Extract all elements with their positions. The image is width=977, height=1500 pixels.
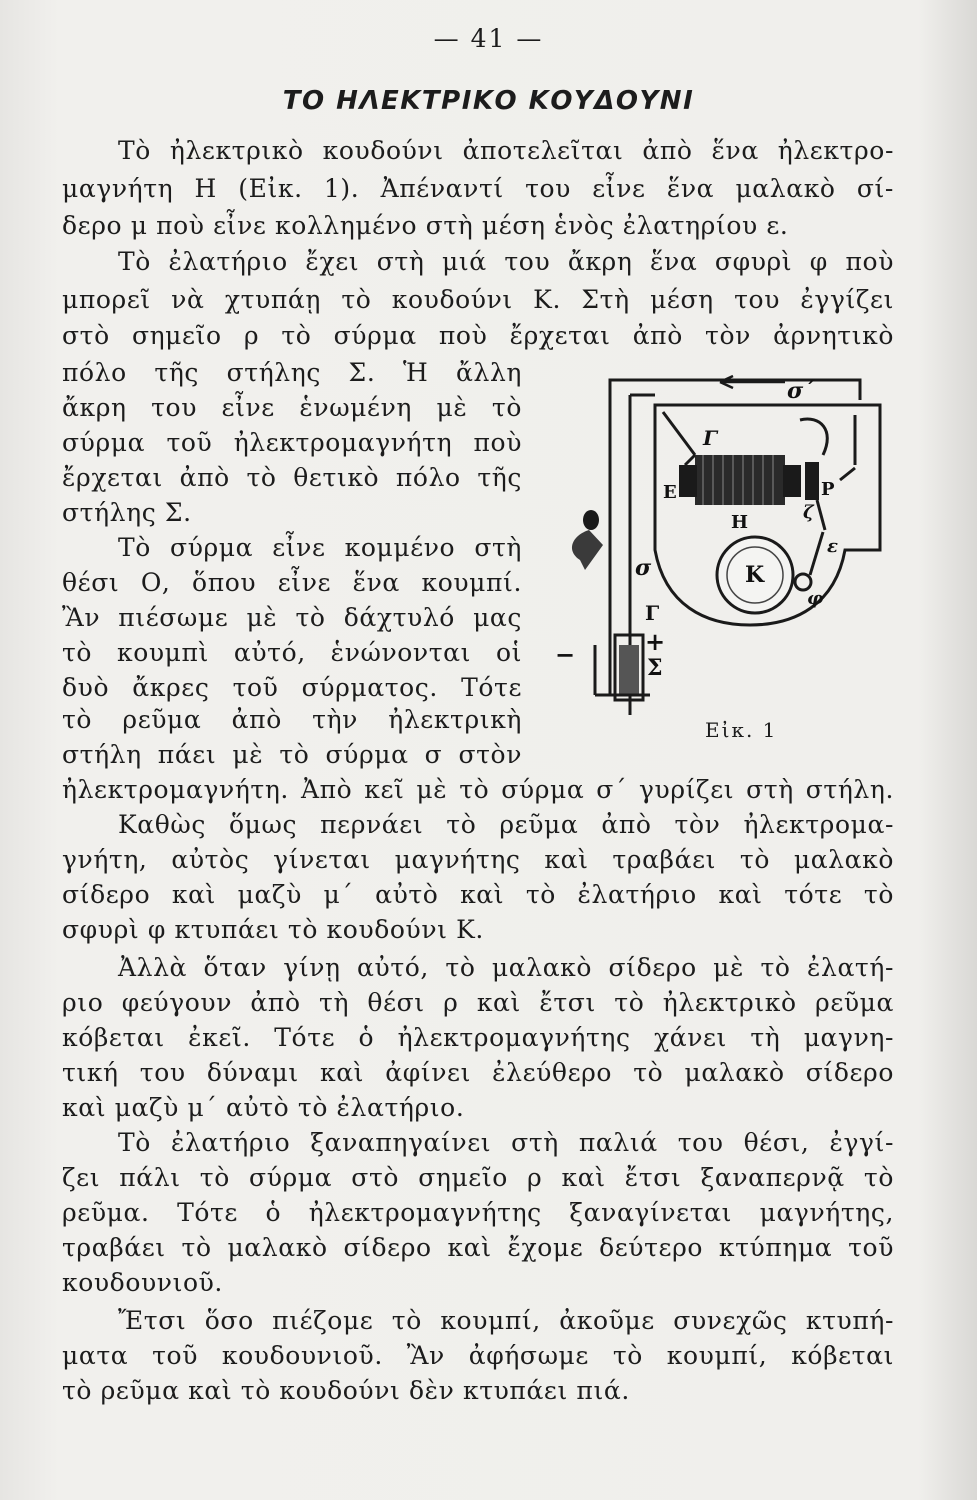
label-sigma-prime: σ΄	[787, 378, 815, 404]
text-line: Τὸ ἐλατήριο ξαναπηγαίνει στὴ παλιά του θέσι, ἐγγί-	[118, 1128, 894, 1157]
label-zeta: ζ	[803, 502, 814, 523]
label-big-sigma: Σ	[647, 655, 663, 681]
text-line: Καθὼς ὅμως περνάει τὸ ρεῦμα ἀπὸ τὸν ἠλεκτρομα-	[118, 810, 894, 839]
text-line: δερο μ ποὺ εἶνε κολλημένο στὴ μέση ἑνὸς ἐλατηρίου ε.	[62, 211, 789, 240]
text-line: ρεῦμα. Τότε ὁ ἠλεκτρομαγνήτης ξαναγίνεται μαγνήτης,	[62, 1198, 894, 1227]
text-line: στήλη πάει μὲ τὸ σύρμα σ στὸν	[62, 740, 522, 769]
text-line: σύρμα τοῦ ἠλεκτρομαγνήτη ποὺ	[62, 428, 522, 457]
text-line: θέσι Ο, ὅπου εἶνε ἕνα κουμπί.	[62, 568, 522, 597]
label-phi: φ	[807, 588, 824, 609]
text-line: μπορεῖ νὰ χτυπάῃ τὸ κουδούνι Κ. Στὴ μέση του ἐγγίζει	[62, 285, 894, 314]
text-line: πόλο τῆς στήλης Σ. Ἡ ἄλλη	[62, 358, 522, 387]
text-line: ἔρχεται ἀπὸ τὸ θετικὸ πόλο τῆς	[62, 463, 522, 492]
text-line: Ἀλλὰ ὅταν γίνῃ αὐτό, τὸ μαλακὸ σίδερο μὲ τὸ ἐλατή-	[118, 953, 894, 982]
text-line: στὸ σημεῖο ρ τὸ σύρμα ποὺ ἔρχεται ἀπὸ τὸν ἀρνητικὸ	[62, 321, 894, 350]
text-line: ἄκρη του εἶνε ἑνωμένη μὲ τὸ	[62, 393, 522, 422]
text-line: σφυρὶ φ κτυπάει τὸ κουδούνι Κ.	[62, 915, 484, 944]
text-line: μαγνήτη Η (Εἰκ. 1). Ἀπέναντί του εἶνε ἕνα μαλακὸ σί-	[62, 174, 894, 203]
text-line: τική του δύναμι καὶ ἀφίνει ἐλεύθερο τὸ μαλακὸ σίδερο	[62, 1058, 894, 1087]
text-line: σίδερο καὶ μαζὺ μ΄ αὐτὸ καὶ τὸ ἐλατήριο καὶ τότε τὸ	[62, 880, 894, 909]
label-minus: −	[555, 640, 576, 669]
label-epsilon-big: Ε	[663, 482, 677, 503]
text-line: καὶ μαζὺ μ΄ αὐτὸ τὸ ἐλατήριο.	[62, 1093, 465, 1122]
text-line: στήλης Σ.	[62, 498, 192, 527]
text-line: τὸ κουμπὶ αὐτό, ἑνώνονται οἱ	[62, 638, 522, 667]
text-line: Τὸ ἐλατήριο ἔχει στὴ μιά του ἄκρη ἕνα σφυρὶ φ ποὺ	[118, 247, 894, 276]
label-sigma: σ	[635, 555, 652, 581]
text-line: Ἂν πιέσωμε μὲ τὸ δάχτυλό μας	[62, 603, 522, 632]
electric-bell-diagram	[555, 370, 885, 715]
text-line: Ἔτσι ὅσο πιέζομε τὸ κουμπί, ἀκοῦμε συνεχῶς κτυπή-	[118, 1306, 894, 1335]
text-line: δυὸ ἄκρες τοῦ σύρματος. Τότε	[62, 673, 522, 702]
label-kappa: Κ	[745, 562, 765, 588]
text-line: Τὸ ἠλεκτρικὸ κουδούνι ἀποτελεῖται ἀπὸ ἕνα ἠλεκτρο-	[118, 136, 894, 165]
text-line: ἠλεκτρομαγνήτη. Ἀπὸ κεῖ μὲ τὸ σύρμα σ΄ γυρίζει στὴ στήλη.	[62, 775, 894, 804]
text-line: ματα τοῦ κουδουνιοῦ. Ἂν ἀφήσωμε τὸ κουμπί, κόβεται	[62, 1341, 894, 1370]
text-line: Τὸ σύρμα εἶνε κομμένο στὴ	[118, 533, 522, 562]
label-eta: Η	[731, 512, 749, 533]
label-plus: +	[645, 627, 666, 656]
label-epsilon: ε	[827, 536, 838, 557]
text-line: γνήτη, αὐτὸς γίνεται μαγνήτης καὶ τραβάει τὸ μαλακὸ	[62, 845, 894, 874]
text-line: τὸ ρεῦμα καὶ τὸ κουδούνι δὲν κτυπάει πιά.	[62, 1376, 630, 1405]
text-line: κόβεται ἐκεῖ. Τότε ὁ ἠλεκτρομαγνήτης χάνει τὴ μαγνη-	[62, 1023, 894, 1052]
text-line: τραβάει τὸ μαλακὸ σίδερο καὶ ἔχομε δεύτερο κτύπημα τοῦ	[62, 1233, 894, 1262]
figure-caption: Εἰκ. 1	[705, 718, 778, 742]
text-line: τὸ ρεῦμα ἀπὸ τὴν ἠλεκτρικὴ	[62, 705, 522, 734]
text-line: ριο φεύγουν ἀπὸ τὴ θέσι ρ καὶ ἔτσι τὸ ἠλεκτρικὸ ρεῦμα	[62, 988, 894, 1017]
text-line: ζει πάλι τὸ σύρμα στὸ σημεῖο ρ καὶ ἔτσι ξαναπερνᾷ τὸ	[62, 1163, 894, 1192]
page-title: ΤΟ ΗΛΕΚΤΡΙΚΟ ΚΟΥΔΟΥΝΙ	[282, 86, 695, 116]
page-number: — 41 —	[433, 24, 544, 53]
label-gamma-plus: Γ	[645, 601, 660, 625]
label-gamma: Γ	[703, 426, 718, 450]
text-line: κουδουνιοῦ.	[62, 1268, 223, 1297]
label-rho: Ρ	[821, 479, 835, 500]
